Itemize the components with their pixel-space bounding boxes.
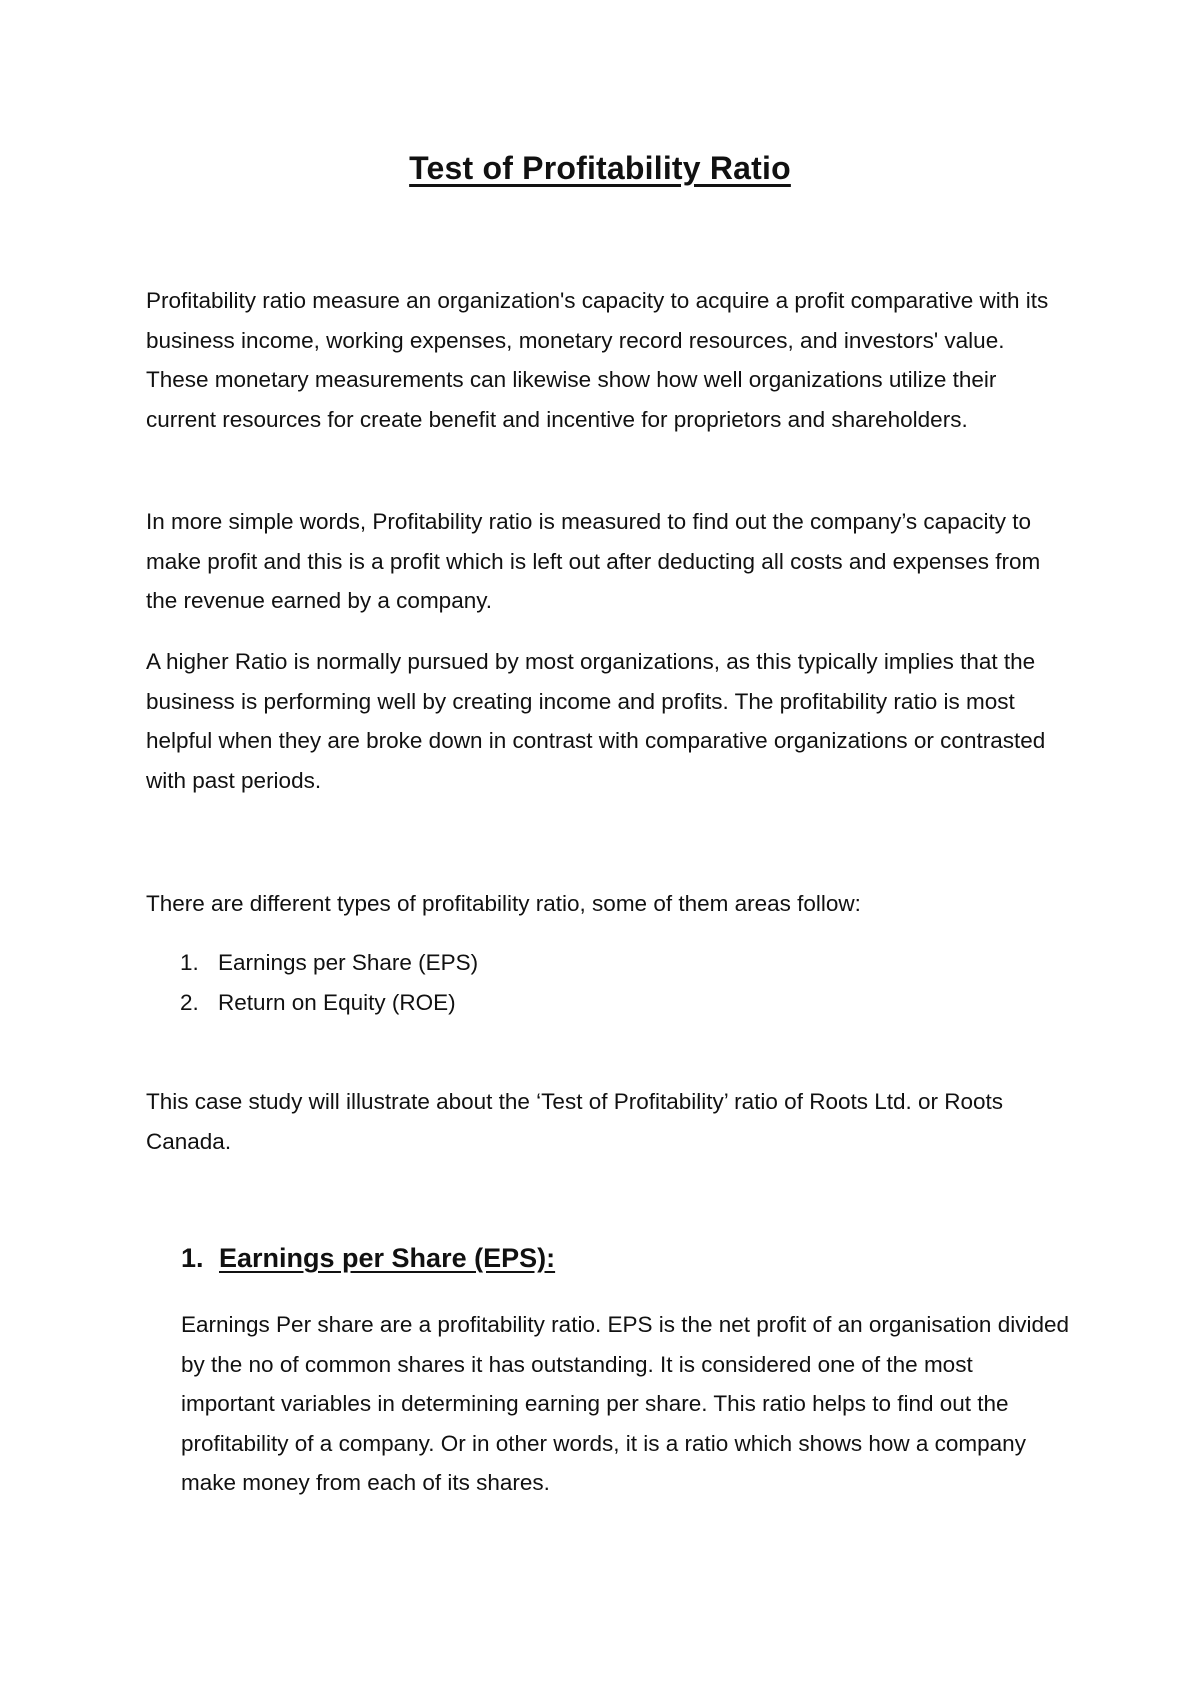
list-item-number: 1. xyxy=(180,950,199,975)
page-title: Test of Profitability Ratio xyxy=(409,150,791,186)
ratio-types-list xyxy=(180,943,980,1022)
section-heading-eps xyxy=(181,1243,555,1274)
paragraph-case-study: This case study will illustrate about the ‘Test of Profitability’ ratio of Roots Ltd. or Roots Canada. xyxy=(146,1089,1004,1154)
paragraph-types-intro: There are different types of profitability ratio, some of them areas follow: xyxy=(146,891,861,916)
section-title: Earnings per Share (EPS): xyxy=(219,1243,556,1273)
list-item-text: Return on Equity (ROE) xyxy=(218,989,456,1015)
list-item xyxy=(180,983,980,1023)
paragraph-eps: Earnings Per share are a profitability ratio. EPS is the net profit of an organisation divided by the no of common shares it has outstanding. It is considered one of the most important variables in determining earning per share. This ratio helps to find out the profitability of a company. Or in other words, it is a ratio which shows how a company make money from each of its shares. xyxy=(181,1312,1069,1495)
list-item-number: 2. xyxy=(180,989,199,1015)
paragraph-simple-words: In more simple words, Profitability ratio is measured to find out the company’s capacity to make profit and this is a profit which is left out after deducting all costs and expenses from the revenue earned by a company. xyxy=(146,509,1041,613)
paragraph-intro: Profitability ratio measure an organization's capacity to acquire a profit comparative with its business income, working expenses, monetary record resources, and investors' value. These monetary measurements can likewise show how well organizations utilize their current resources for create benefit and incentive for proprietors and shareholders. xyxy=(146,288,1049,432)
paragraph-higher-ratio: A higher Ratio is normally pursued by most organizations, as this typically implies that the business is performing well by creating income and profits. The profitability ratio is most helpful when they are broke down in contrast with comparative organizations or contrasted with past periods. xyxy=(146,649,1046,793)
list-item xyxy=(180,943,980,983)
section-number: 1. xyxy=(181,1243,204,1273)
list-item-text: Earnings per Share (EPS) xyxy=(218,950,479,975)
